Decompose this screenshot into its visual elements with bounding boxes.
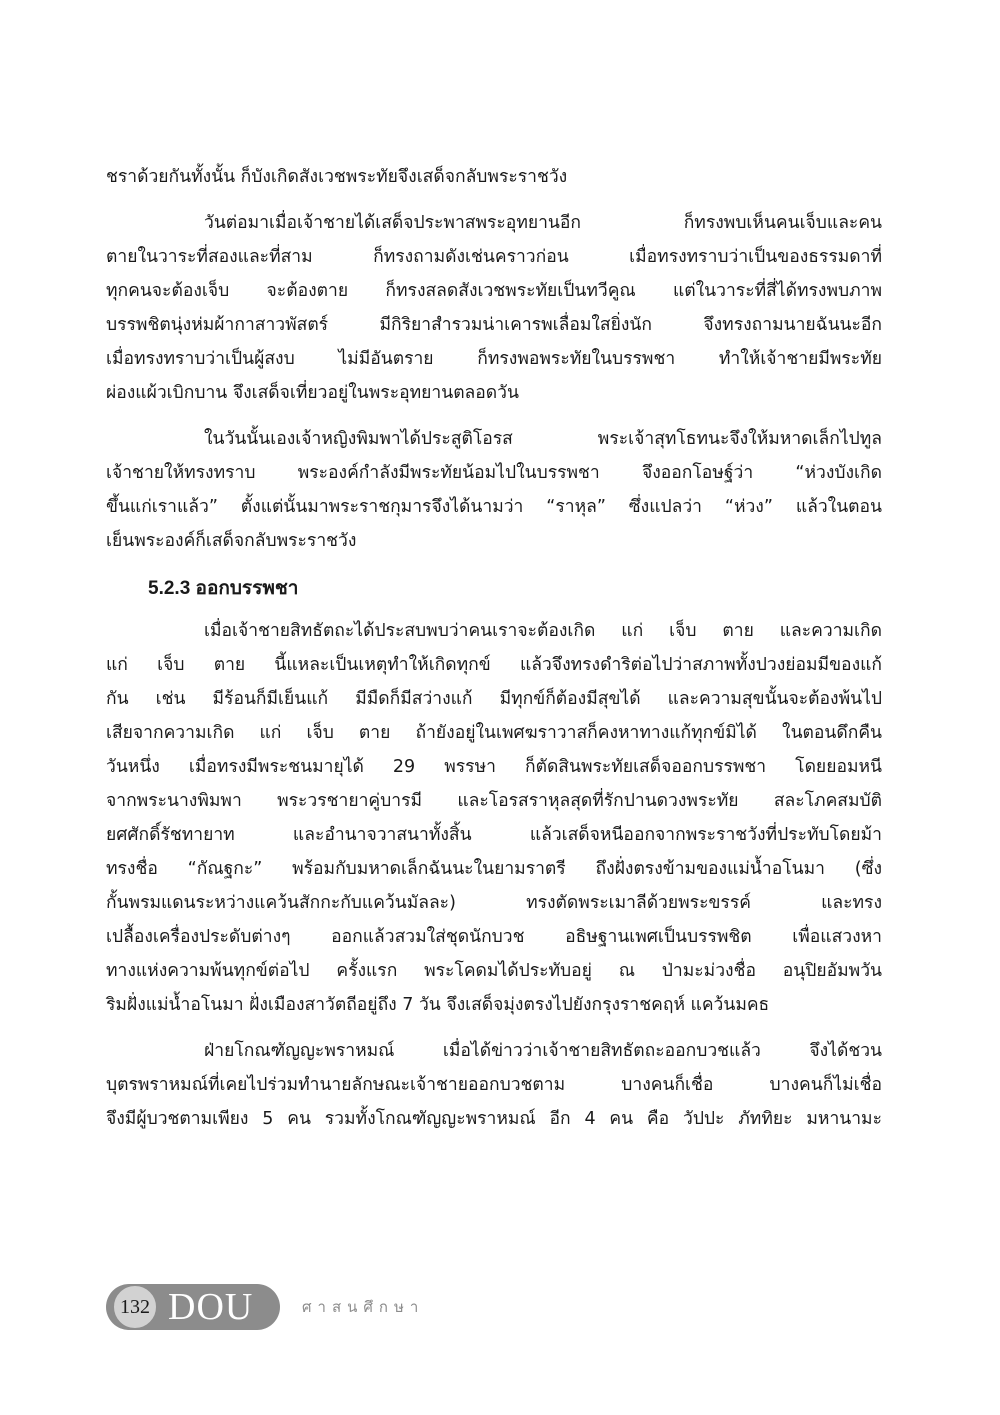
text-line: ขึ้นแก่เราแล้ว” ตั้งแต่นั้นมาพระราชกุมารจึงได้นามว่า “ราหุล” ซึ่งแปลว่า “ห่วง” แล้วในตอน — [106, 497, 882, 517]
text-line: ผ่องแผ้วเบิกบาน จึงเสด็จเที่ยวอยู่ในพระอุทยานตลอดวัน — [106, 383, 519, 403]
text-line: กั้นพรมแดนระหว่างแคว้นสักกะกับแคว้นมัลละ) ทรงตัดพระเมาลีด้วยพระขรรค์ และทรง — [106, 893, 882, 913]
text-line: ตายในวาระที่สองและที่สาม ก็ทรงถามดังเช่นคราวก่อน เมื่อทรงทราบว่าเป็นของธรรมดาที่ — [106, 247, 882, 267]
section-heading: 5.2.3 ออกบรรพชา — [148, 578, 299, 599]
text-line: ทุกคนจะต้องเจ็บ จะต้องตาย ก็ทรงสลดสังเวชพระทัยเป็นทวีคูณ แต่ในวาระที่สี่ได้ทรงพบภาพ — [106, 281, 882, 301]
text-line: ทางแห่งความพ้นทุกข์ต่อไป ครั้งแรก พระโคดมได้ประทับอยู่ ณ ป่ามะม่วงชื่อ อนุปิยอัมพวัน — [106, 961, 882, 981]
text-line: เมื่อเจ้าชายสิทธัตถะได้ประสบพบว่าคนเราจะต้องเกิด แก่ เจ็บ ตาย และความเกิด — [204, 621, 882, 641]
text-line: บุตรพราหมณ์ที่เคยไปร่วมทำนายลักษณะเจ้าชายออกบวชตาม บางคนก็เชื่อ บางคนก็ไม่เชื่อ — [106, 1075, 882, 1095]
text-line: ชราด้วยกันทั้งนั้น ก็บังเกิดสังเวชพระทัยจึงเสด็จกลับพระราชวัง — [106, 167, 568, 187]
page-number: 132 — [112, 1284, 158, 1330]
text-line: จากพระนางพิมพา พระวรชายาคู่บารมี และโอรสราหุลสุดที่รักปานดวงพระทัย สละโภคสมบัติ — [106, 791, 882, 811]
paragraph-1 — [106, 160, 882, 194]
text-line: บรรพชิตนุ่งห่มผ้ากาสาวพัสตร์ มีกิริยาสำรวมน่าเคารพเลื่อมใสยิ่งนัก จึงทรงถามนายฉันนะอีก — [106, 315, 882, 335]
paragraph-3 — [106, 422, 882, 558]
page-content — [106, 160, 882, 1148]
text-line: กัน เช่น มีร้อนก็มีเย็นแก้ มีมืดก็มีสว่างแก้ มีทุกข์ก็ต้องมีสุขได้ และความสุขนั้นจะต้องพ้นไป — [106, 689, 882, 709]
text-line: ยศศักดิ์รัชทายาท และอำนาจวาสนาทั้งสิ้น แล้วเสด็จหนีออกจากพระราชวังที่ประทับโดยม้า — [106, 825, 882, 845]
paragraph-5 — [106, 1034, 882, 1136]
text-line: เย็นพระองค์ก็เสด็จกลับพระราชวัง — [106, 531, 357, 551]
page-footer — [106, 1283, 424, 1331]
text-line: วันหนึ่ง เมื่อทรงมีพระชนมายุได้ 29 พรรษา ก็ตัดสินพระทัยเสด็จออกบรรพชา โดยยอมหนี — [106, 757, 882, 777]
text-line: เมื่อทรงทราบว่าเป็นผู้สงบ ไม่มีอันตราย ก็ทรงพอพระทัยในบรรพชา ทำให้เจ้าชายมีพระทัย — [106, 349, 882, 369]
text-line: ในวันนั้นเองเจ้าหญิงพิมพาได้ประสูติโอรส พระเจ้าสุทโธทนะจึงให้มหาดเล็กไปทูล — [204, 429, 882, 449]
text-line: จึงมีผู้บวชตามเพียง 5 คน รวมทั้งโกณฑัญญะพราหมณ์ อีก 4 คน คือ วัปปะ ภัททิยะ มหานามะ — [106, 1109, 882, 1129]
text-line: เจ้าชายให้ทรงทราบ พระองค์กำลังมีพระทัยน้อมไปในบรรพชา จึงออกโอษฐ์ว่า “ห่วงบังเกิด — [106, 463, 882, 483]
text-line: ริมฝั่งแม่น้ำอโนมา ฝั่งเมืองสาวัตถีอยู่ถึง 7 วัน จึงเสด็จมุ่งตรงไปยังกรุงราชคฤห์ แคว้นมคธ — [106, 995, 770, 1015]
text-line: ทรงชื่อ “กัณฐกะ” พร้อมกับมหาดเล็กฉันนะในยามราตรี ถึงฝั่งตรงข้ามของแม่น้ำอโนมา (ซึ่ง — [106, 859, 882, 879]
text-line: แก่ เจ็บ ตาย นี้แหละเป็นเหตุทำให้เกิดทุกข์ แล้วจึงทรงดำริต่อไปว่าสภาพทั้งปวงย่อมมีของแก้ — [106, 655, 882, 675]
paragraph-4 — [106, 614, 882, 1022]
footer-badge — [106, 1284, 280, 1330]
text-line: เปลื้องเครื่องประดับต่างๆ ออกแล้วสวมใส่ชุดนักบวช อธิษฐานเพศเป็นบรรพชิต เพื่อแสวงหา — [106, 927, 882, 947]
text-line: วันต่อมาเมื่อเจ้าชายได้เสด็จประพาสพระอุทยานอีก ก็ทรงพบเห็นคนเจ็บและคน — [204, 213, 882, 233]
course-subject: ศาสนศึกษา — [302, 1298, 425, 1316]
text-line: เสียจากความเกิด แก่ เจ็บ ตาย ถ้ายังอยู่ในเพศฆราวาสก็คงหาทางแก้ทุกข์มิได้ ในตอนดึกคืน — [106, 723, 882, 743]
text-line: ฝ่ายโกณฑัญญะพราหมณ์ เมื่อได้ข่าวว่าเจ้าชายสิทธัตถะออกบวชแล้ว จึงได้ชวน — [204, 1041, 882, 1061]
dou-logo: DOU — [168, 1286, 254, 1328]
paragraph-2 — [106, 206, 882, 410]
